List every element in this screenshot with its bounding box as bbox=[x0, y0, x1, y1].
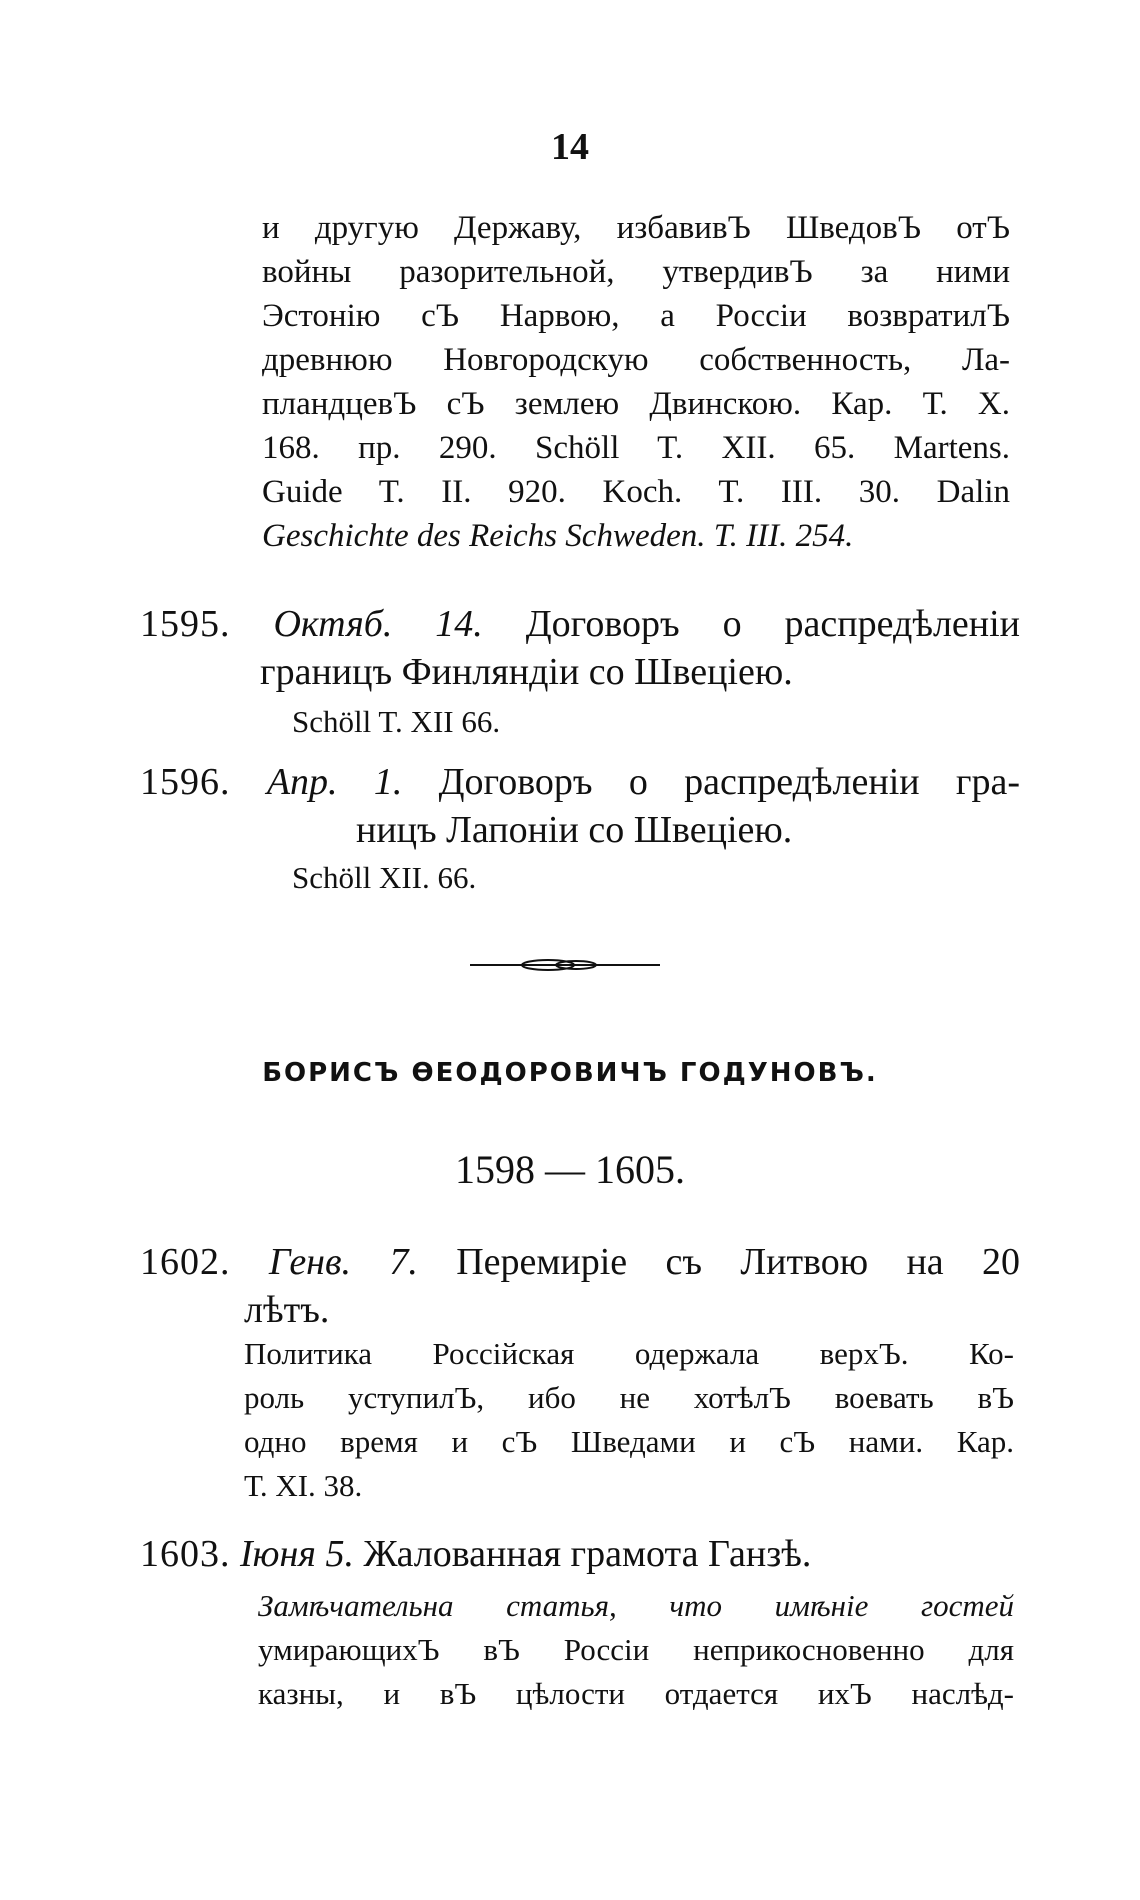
note-line: Т. XI. 38. bbox=[244, 1468, 363, 1503]
entry-date: Генв. 7. bbox=[268, 1241, 418, 1283]
entry-year: 1602. bbox=[140, 1241, 231, 1283]
entry-date: Іюня 5. bbox=[240, 1533, 354, 1575]
entry-year: 1596. bbox=[140, 761, 231, 803]
entry-1595 bbox=[140, 600, 1020, 696]
note-line: Замѣчательна статья, что имѣніе гостей bbox=[258, 1588, 1014, 1623]
entry-date: Апр. 1. bbox=[266, 761, 403, 803]
note-line: роль уступилЪ, ибо не хотѣлЪ воевать вЪ bbox=[244, 1380, 1014, 1415]
reign-dates: 1598 — 1605. bbox=[455, 1147, 685, 1192]
note-line: и другую Державу, избавивЪ ШведовЪ отЪ bbox=[262, 210, 1010, 246]
note-line: пландцевЪ сЪ землею Двинскою. Кар. Т. X. bbox=[262, 386, 1010, 422]
entry-text: лѣтъ. bbox=[244, 1289, 330, 1331]
note-line: древнюю Новгородскую собственность, Ла- bbox=[262, 342, 1010, 378]
entry-first-line bbox=[140, 1238, 1020, 1286]
note-line: умирающихЪ вЪ Россіи неприкосновенно для bbox=[258, 1632, 1014, 1667]
entry-1596 bbox=[140, 758, 1020, 854]
continued-note bbox=[262, 206, 1010, 558]
entry-date: Октяб. 14. bbox=[273, 603, 483, 645]
entry-first-line bbox=[140, 600, 1020, 648]
note-line: 168. пр. 290. Schöll T. XII. 65. Martens. bbox=[262, 430, 1010, 466]
entry-text: Договоръ о распредѣленіи bbox=[525, 603, 1021, 645]
entry-reference: Schöll XII. 66. bbox=[292, 860, 477, 895]
note-line: Эстонію сЪ Нарвою, а Россіи возвратилЪ bbox=[262, 298, 1010, 334]
entry-year: 1595. bbox=[140, 603, 231, 645]
entry-text: границъ Финляндіи со Швеціею. bbox=[260, 651, 793, 693]
note-line: одно время и сЪ Шведами и сЪ нами. Кар. bbox=[244, 1424, 1014, 1459]
entry-1603 bbox=[140, 1530, 1020, 1578]
entry-reference: Schöll T. XII 66. bbox=[292, 704, 501, 739]
entry-text: Перемиріе съ Литвою на 20 bbox=[456, 1241, 1020, 1283]
entry-text: Жалованная грамота Ганзѣ. bbox=[363, 1533, 812, 1575]
entry-year: 1603. bbox=[140, 1533, 231, 1575]
entry-first-line bbox=[140, 758, 1020, 806]
note-line: Guide T. II. 920. Koch. T. III. 30. Dalin bbox=[262, 474, 1010, 510]
note-line: Политика Россійская одержала верхЪ. Ко- bbox=[244, 1336, 1014, 1371]
entry-note bbox=[258, 1584, 1014, 1716]
page-number: 14 bbox=[551, 126, 589, 168]
note-line: войны разорительной, утвердивЪ за ними bbox=[262, 254, 1010, 290]
entry-1602 bbox=[140, 1238, 1020, 1334]
entry-text: Договоръ о распредѣленіи гра- bbox=[438, 761, 1021, 803]
note-line: Geschichte des Reichs Schweden. T. III. 254. bbox=[262, 518, 854, 554]
section-title: БОРИСЪ ѲЕОДОРОВИЧЪ ГОДУНОВЪ. bbox=[262, 1058, 878, 1088]
entry-note bbox=[244, 1332, 1014, 1508]
entry-first-line bbox=[140, 1530, 1020, 1578]
note-line: казны, и вЪ цѣлости отдается ихЪ наслѣд- bbox=[258, 1676, 1014, 1711]
entry-text: ницъ Лапоніи со Швеціею. bbox=[356, 809, 793, 851]
ornament-divider bbox=[0, 958, 1140, 972]
